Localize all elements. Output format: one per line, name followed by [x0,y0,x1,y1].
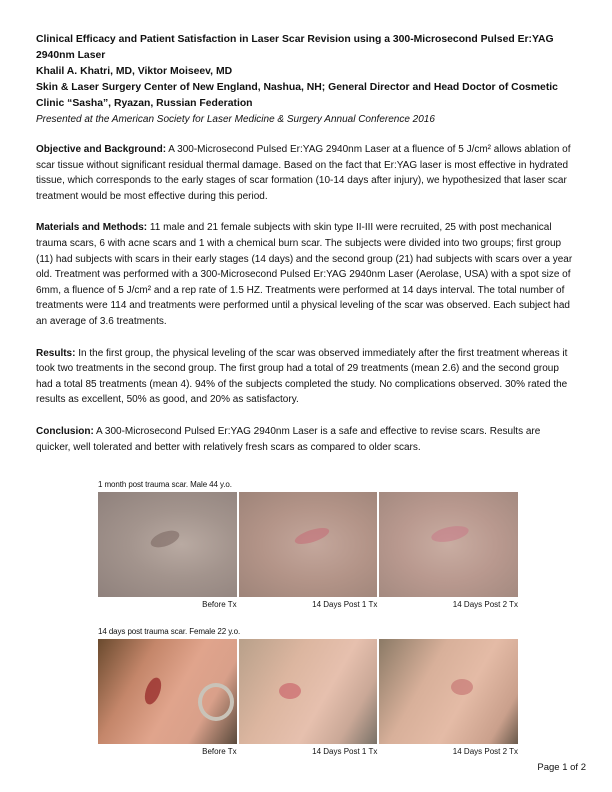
caption: 14 Days Post 1 Tx [312,747,378,756]
section-methods [36,220,576,329]
caption: Before Tx [202,600,237,609]
photo-row [98,492,518,597]
section-heading: Materials and Methods: [36,222,148,234]
section-text: A 300-Microsecond Pulsed Er:YAG 2940nm Laser is a safe and effective to revise scars. Results are quicker, well tolerated and better with relatively fresh scars as compared to older scars. [36,425,541,453]
paper-title: Clinical Efficacy and Patient Satisfaction in Laser Scar Revision using a 300-Microsecond Pulsed Er:YAG 2940nm Laser [36,34,554,61]
photo-before-tx [98,492,237,597]
section-objective [36,142,576,204]
paper-affiliation: Skin & Laser Surgery Center of New England, Nashua, NH; General Director and Head Doctor of Cosmetic Clinic “Sasha”, Ryazan, Russian Federation [36,82,558,109]
section-heading: Objective and Background: [36,144,167,155]
paper-venue: Presented at the American Society for Laser Medicine & Surgery Annual Conference 2016 [36,114,435,125]
caption: 14 Days Post 2 Tx [452,600,519,609]
caption: Before Tx [202,747,237,756]
case-label: 1 month post trauma scar. Male 44 y.o. [98,480,232,489]
photo-before-tx [98,639,237,744]
caption: 14 Days Post 2 Tx [452,747,519,756]
section-heading: Conclusion: [36,425,94,437]
caption: 14 Days Post 1 Tx [312,600,378,609]
section-results [36,346,576,408]
case-1-figure [98,480,518,610]
photo-post-1-tx [239,639,378,744]
photo-post-2-tx [379,492,518,597]
caption-row [98,600,518,610]
case-2-figure [98,627,518,757]
page-number: Page 1 of 2 [537,762,586,773]
section-heading: Results: [36,347,76,359]
paper-authors: Khalil A. Khatri, MD, Viktor Moiseev, MD [36,66,233,77]
case-label: 14 days post trauma scar. Female 22 y.o. [98,627,241,636]
section-text: 11 male and 21 female subjects with skin type II-III were recruited, 25 with post mechanical trauma scars, 6 with acne scars and 1 with a chemical burn scar. The subjects were divided into two groups; first group (11) had subjects with scars in their early stages (14 days) and the second group (21) had subjects with scars over a year old. Treatment was performed with a 300-Microsecond Pulsed Er:YAG 2940nm Laser (Aerolase, USA) with a spot size of 6mm, a fluence of 5 J/cm² and a rep rate of 1.5 HZ. Treatments were performed at 14 days interval. The total number of treatments were 114 and treatments were performed until a physical leveling of the scar was observed. Each subject had an average of 3.6 treatments. [36,222,573,327]
photo-row [98,639,518,744]
photo-post-2-tx [379,639,518,744]
section-text: A 300-Microsecond Pulsed Er:YAG 2940nm Laser at a fluence of 5 J/cm² allows ablation of scar tissue without significant residual thermal damage. Based on the fact that Er:YAG laser is most effective in hydrated tissue, which corresponds to the early stages of scar formation (10-14 days after injury), we hypothesized that laser scar treatment would be most effective during this period. [36,144,571,202]
section-text: In the first group, the physical leveling of the scar was observed immediately after the first treatment whereas it took two treatments in the second group. The first group had a total of 29 treatments (mean 2.6) and the second group had a total 85 treatments (mean 4). 94% of the subjects completed the study. No complications observed. 30% rated the results as excellent, 50% as good, and 20% as satisfactory. [36,347,568,406]
photo-post-1-tx [239,492,378,597]
caption-row [98,747,518,757]
paper-body [36,32,576,471]
section-conclusion [36,424,576,455]
